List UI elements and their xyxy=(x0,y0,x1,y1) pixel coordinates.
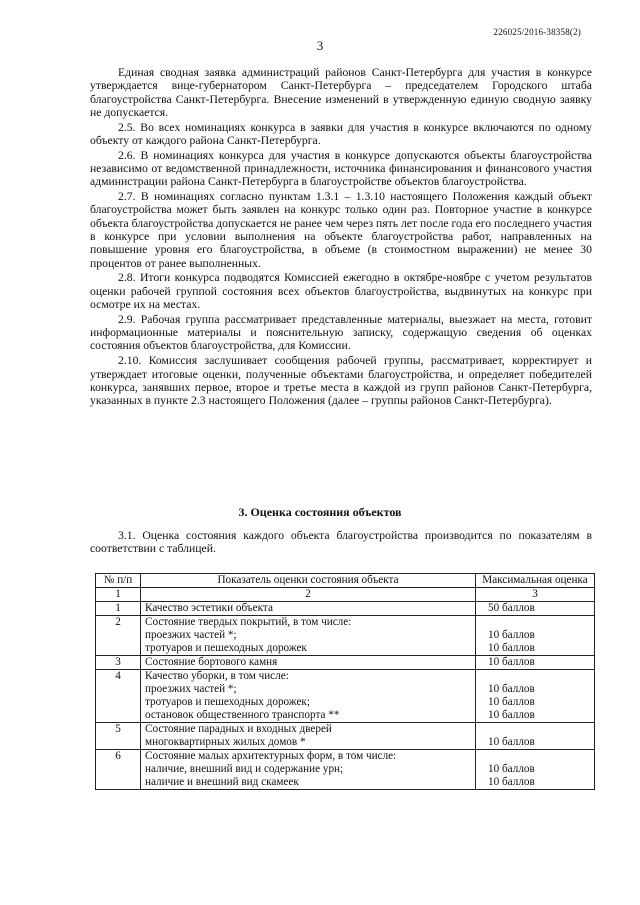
table-row xyxy=(96,670,595,723)
evaluation-table xyxy=(95,573,595,790)
indicator-line: Качество эстетики объекта xyxy=(145,602,273,614)
paragraph: 2.6. В номинациях конкурса для участия в конкурсе допускаются объекты благоустройства независимо от ведомственной принадлежности, источника финансирования и финансового участия администрации района Санкт-Петербурга в благоустройстве объектов благоустройства. xyxy=(90,148,592,189)
max-score-cell xyxy=(476,656,595,670)
table-header-row xyxy=(96,574,595,588)
max-score xyxy=(480,723,590,736)
max-score: 10 баллов xyxy=(488,736,535,748)
indicator-line: проезжих частей *; xyxy=(145,629,237,641)
column-number: 3 xyxy=(476,588,595,602)
indicator-line: остановок общественного транспорта ** xyxy=(145,709,340,721)
row-number: 6 xyxy=(96,750,141,790)
indicator-line: Качество уборки, в том числе: xyxy=(145,670,289,682)
header-indicator: Показатель оценки состояния объекта xyxy=(141,574,476,588)
paragraph: Единая сводная заявка администраций районов Санкт-Петербурга для участия в конкурсе утверждается вице-губернатором Санкт-Петербурга – председателем Городского штаба благоустройства Санкт-Петербурга. Внесение изменений в утвержденную единую сводную заявку не допускается. xyxy=(90,66,592,119)
max-score: 10 баллов xyxy=(488,642,535,654)
indicator-line: Состояние малых архитектурных форм, в том числе: xyxy=(145,750,397,762)
indicator-line: Состояние твердых покрытий, в том числе: xyxy=(145,616,352,628)
table-body xyxy=(96,602,595,790)
max-score: 50 баллов xyxy=(488,602,535,614)
table-row xyxy=(96,750,595,790)
indicator-cell xyxy=(141,656,476,670)
document-id: 226025/2016-38358(2) xyxy=(493,27,581,37)
table-row xyxy=(96,602,595,616)
page-number: 3 xyxy=(316,38,324,53)
indicator-cell xyxy=(141,723,476,750)
row-number: 2 xyxy=(96,616,141,656)
max-score: 10 баллов xyxy=(488,696,535,708)
row-number: 4 xyxy=(96,670,141,723)
max-score xyxy=(480,750,590,763)
table-row xyxy=(96,723,595,750)
header-max: Максимальная оценка xyxy=(476,574,595,588)
indicator-line: Состояние бортового камня xyxy=(145,656,278,668)
column-number: 2 xyxy=(141,588,476,602)
max-score: 10 баллов xyxy=(488,683,535,695)
column-number: 1 xyxy=(96,588,141,602)
indicator-cell xyxy=(141,616,476,656)
indicator-line: наличие, внешний вид и содержание урн; xyxy=(145,763,344,775)
max-score: 10 баллов xyxy=(488,656,535,668)
indicator-cell xyxy=(141,670,476,723)
indicator-line: многоквартирных жилых домов * xyxy=(145,736,306,748)
max-score-cell xyxy=(476,602,595,616)
max-score-cell xyxy=(476,670,595,723)
max-score: 10 баллов xyxy=(488,709,535,721)
paragraph: 2.5. Во всех номинациях конкурса в заявки для участия в конкурсе включаются по одному объекту от каждого района Санкт-Петербурга. xyxy=(90,120,592,147)
section-intro: 3.1. Оценка состояния каждого объекта благоустройства производится по показателям в соответствии с таблицей. xyxy=(90,529,592,556)
row-number: 1 xyxy=(96,602,141,616)
table-row xyxy=(96,616,595,656)
paragraph: 2.8. Итоги конкурса подводятся Комиссией ежегодно в октябре-ноябре с учетом результатов оценки рабочей группой состояния всех объектов благоустройства, выдвинутых на конкурс при осмотре их на местах. xyxy=(90,271,592,312)
header-num: № п/п xyxy=(96,574,141,588)
max-score-cell xyxy=(476,723,595,750)
max-score xyxy=(480,670,590,683)
indicator-cell xyxy=(141,602,476,616)
paragraph: 2.7. В номинациях согласно пунктам 1.3.1 – 1.3.10 настоящего Положения каждый объект благоустройства может быть заявлен на конкурс только один раз. Повторное участие в конкурсе объекта благоустройства допускается не ранее чем через пять лет после года его последнего участия в конкурсе при условии выполнения на объекте благоустройства работ, направленных на повышение уровня его благоустройства, в объеме (в стоимостном выражении) не менее 30 процентов от ранее выполненных. xyxy=(90,190,592,270)
section-title: 3. Оценка состояния объектов xyxy=(238,505,402,519)
indicator-cell xyxy=(141,750,476,790)
max-score: 10 баллов xyxy=(488,776,535,788)
row-number: 3 xyxy=(96,656,141,670)
indicator-line: тротуаров и пешеходных дорожек xyxy=(145,642,307,654)
max-score: 10 баллов xyxy=(488,763,535,775)
paragraph: 2.10. Комиссия заслушивает сообщения рабочей группы, рассматривает, корректирует и утверждает итоговые оценки, полученные объектами благоустройства, и определяет победителей конкурса, занявших первое, второе и третье места в каждой из групп районов Санкт-Петербурга, указанных в пункте 2.3 настоящего Положения (далее – группы районов Санкт-Петербурга). xyxy=(90,354,592,408)
table-row xyxy=(96,656,595,670)
max-score: 10 баллов xyxy=(488,629,535,641)
table-column-numbers xyxy=(96,588,595,602)
max-score-cell xyxy=(476,750,595,790)
row-number: 5 xyxy=(96,723,141,750)
indicator-line: Состояние парадных и входных дверей xyxy=(145,723,332,735)
indicator-line: проезжих частей *; xyxy=(145,683,237,695)
max-score-cell xyxy=(476,616,595,656)
indicator-line: наличие и внешний вид скамеек xyxy=(145,776,299,788)
max-score xyxy=(480,616,590,629)
indicator-line: тротуаров и пешеходных дорожек; xyxy=(145,696,310,708)
paragraph: 2.9. Рабочая группа рассматривает представленные материалы, выезжает на места, готовит информационные материалы и пояснительную записку, содержащую сведения об оценках состояния объектов благоустройства, для Комиссии. xyxy=(90,312,592,353)
body-text xyxy=(90,66,592,409)
